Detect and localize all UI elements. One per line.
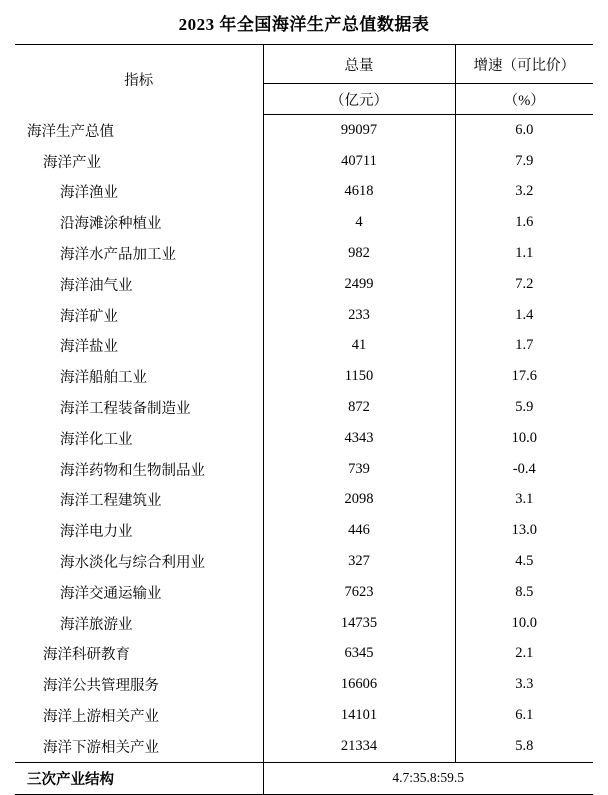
table-row	[15, 669, 593, 700]
row-growth: 1.7	[515, 337, 534, 354]
row-indicator: 海洋公共管理服务	[15, 669, 263, 700]
row-indicator: 海洋交通运输业	[15, 577, 263, 608]
row-growth: 10.0	[511, 429, 537, 446]
row-indicator: 海洋下游相关产业	[15, 731, 263, 762]
row-total: 2499	[263, 269, 455, 300]
table-row	[15, 392, 593, 423]
table-data-rows	[15, 115, 593, 763]
row-indicator: 海洋渔业	[15, 177, 263, 208]
row-indicator: 海洋产业	[15, 146, 263, 177]
row-indicator: 海水淡化与综合利用业	[15, 546, 263, 577]
header-growth: 增速（可比价）	[455, 45, 593, 84]
row-total: 16606	[263, 669, 455, 700]
table-row	[15, 177, 593, 208]
row-total: 21334	[263, 731, 455, 762]
header-total-unit: （亿元）	[263, 84, 455, 115]
table-row	[15, 238, 593, 269]
row-growth: 3.1	[515, 491, 534, 508]
row-total: 2098	[263, 485, 455, 516]
table-row	[15, 331, 593, 362]
table-row	[15, 546, 593, 577]
row-indicator: 海洋水产品加工业	[15, 238, 263, 269]
row-indicator: 海洋盐业	[15, 331, 263, 362]
header-growth-unit: （%）	[455, 84, 593, 115]
row-total: 40711	[263, 146, 455, 177]
row-growth: 1.1	[515, 245, 534, 262]
table-row	[15, 207, 593, 238]
row-total: 872	[263, 392, 455, 423]
table-row	[15, 269, 593, 300]
row-indicator: 海洋药物和生物制品业	[15, 454, 263, 485]
row-total: 1150	[263, 361, 455, 392]
row-total: 327	[263, 546, 455, 577]
header-indicator: 指标	[15, 45, 263, 115]
row-growth: 5.9	[515, 399, 534, 416]
row-total: 446	[263, 515, 455, 546]
table-row	[15, 146, 593, 177]
row-total: 233	[263, 300, 455, 331]
row-growth: 5.8	[515, 737, 534, 754]
row-indicator: 海洋电力业	[15, 515, 263, 546]
table-row	[15, 577, 593, 608]
row-growth: 2.1	[515, 645, 534, 662]
table-row	[15, 361, 593, 392]
row-indicator: 海洋矿业	[15, 300, 263, 331]
table-row	[15, 515, 593, 546]
row-indicator: 海洋化工业	[15, 423, 263, 454]
ocean-gdp-table	[15, 44, 593, 795]
row-total: 41	[263, 331, 455, 362]
table-row	[15, 300, 593, 331]
row-total: 14101	[263, 700, 455, 731]
row-indicator: 海洋船舶工业	[15, 361, 263, 392]
row-total: 739	[263, 454, 455, 485]
table-row	[15, 700, 593, 731]
row-growth: 8.5	[515, 583, 534, 600]
table-row	[15, 608, 593, 639]
table-row	[15, 639, 593, 670]
row-growth: 17.6	[511, 368, 537, 385]
table-header-row-1	[15, 45, 593, 84]
row-total: 14735	[263, 608, 455, 639]
row-growth: 4.5	[515, 553, 534, 570]
row-total: 4343	[263, 423, 455, 454]
table-row	[15, 485, 593, 516]
row-total: 982	[263, 238, 455, 269]
row-growth: 1.6	[515, 214, 534, 231]
row-total: 6345	[263, 639, 455, 670]
row-growth: 3.2	[515, 183, 534, 200]
row-growth: 10.0	[511, 614, 537, 631]
row-indicator: 海洋工程装备制造业	[15, 392, 263, 423]
row-total: 99097	[263, 115, 455, 146]
row-growth: 6.0	[515, 121, 534, 138]
header-total: 总量	[263, 45, 455, 84]
table-row	[15, 731, 593, 762]
row-growth: -0.4	[512, 460, 536, 477]
row-total: 7623	[263, 577, 455, 608]
table-body	[15, 45, 593, 115]
row-growth: 13.0	[511, 522, 537, 539]
row-indicator: 海洋油气业	[15, 269, 263, 300]
row-growth: 6.1	[515, 707, 534, 724]
page-title: 2023 年全国海洋生产总值数据表	[178, 15, 430, 34]
row-indicator: 沿海滩涂种植业	[15, 207, 263, 238]
row-growth: 7.9	[515, 152, 534, 169]
table-row	[15, 115, 593, 146]
row-total: 4	[263, 207, 455, 238]
table-row	[15, 454, 593, 485]
row-indicator: 海洋工程建筑业	[15, 485, 263, 516]
structure-label: 三次产业结构	[15, 762, 263, 794]
row-growth: 3.3	[515, 676, 534, 693]
row-growth: 1.4	[515, 306, 534, 323]
table-structure-section	[15, 762, 593, 794]
row-total: 4618	[263, 177, 455, 208]
row-indicator: 海洋生产总值	[15, 115, 263, 146]
structure-value: 4.7:35.8:59.5	[263, 762, 593, 794]
table-row	[15, 423, 593, 454]
table-row-structure	[15, 762, 593, 794]
row-indicator: 海洋科研教育	[15, 639, 263, 670]
row-indicator: 海洋旅游业	[15, 608, 263, 639]
row-indicator: 海洋上游相关产业	[15, 700, 263, 731]
row-growth: 7.2	[515, 275, 534, 292]
